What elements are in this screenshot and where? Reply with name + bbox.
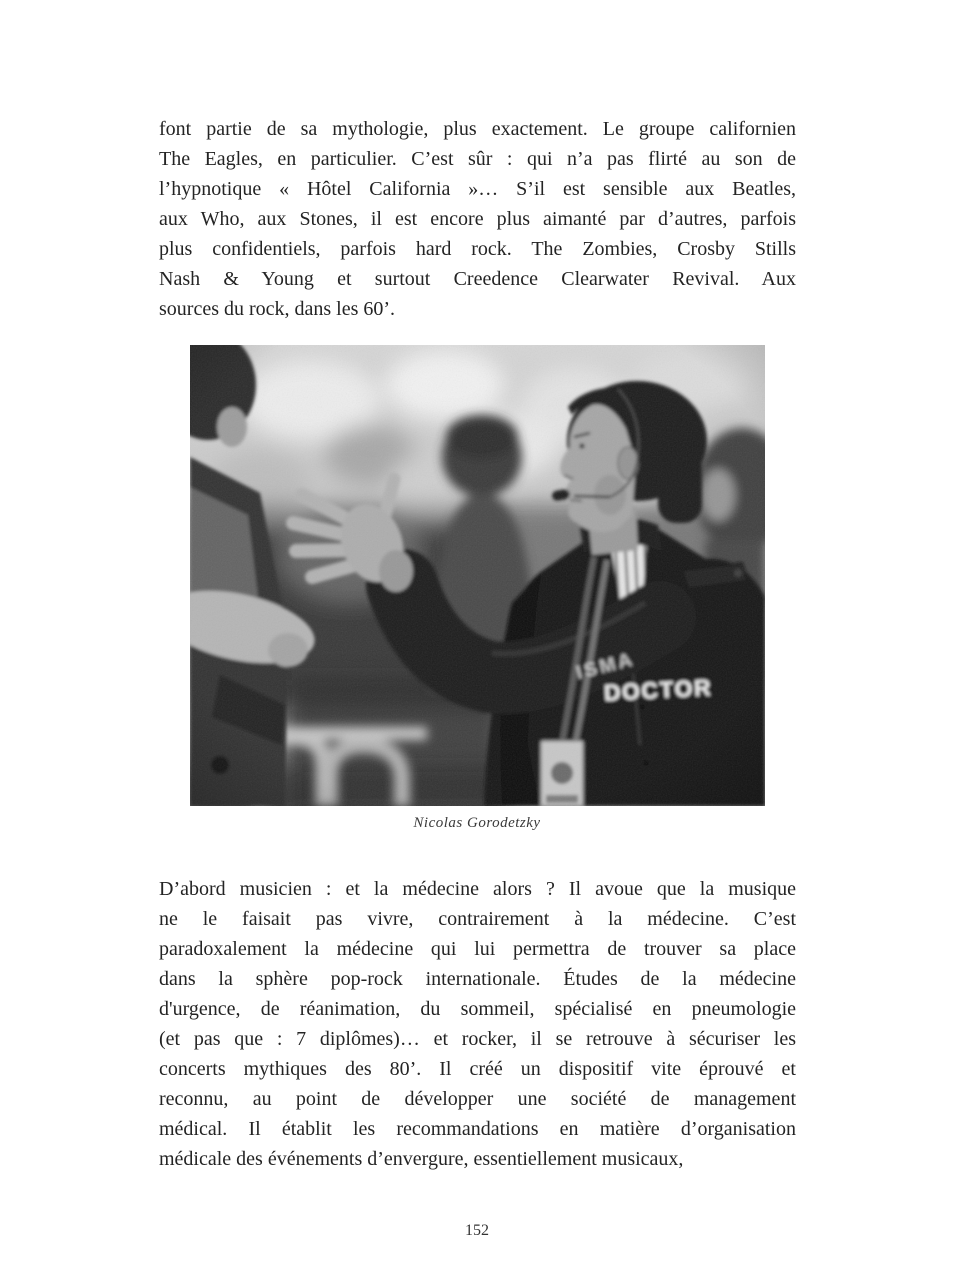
body-text-line: dans la sphère pop-rock internationale. Études de la médecine bbox=[159, 968, 796, 990]
body-text-line: (et pas que : 7 diplômes)… et rocker, il se retrouve à sécuriser les bbox=[159, 1028, 796, 1050]
body-text-line: concerts mythiques des 80’. Il créé un dispositif vite éprouvé et bbox=[159, 1058, 796, 1080]
body-text-line: plus confidentiels, parfois hard rock. The Zombies, Crosby Stills bbox=[159, 238, 796, 260]
photo bbox=[190, 345, 765, 806]
body-paragraph-1 bbox=[159, 114, 796, 324]
body-text-line: font partie de sa mythologie, plus exactement. Le groupe californien bbox=[159, 118, 796, 140]
body-text-line: médicale des événements d’envergure, essentiellement musicaux, bbox=[159, 1148, 684, 1170]
body-text-line: l’hypnotique « Hôtel California »… S’il est sensible aux Beatles, bbox=[159, 178, 796, 200]
body-text-line: ne le faisait pas vivre, contrairement à la médecine. C’est bbox=[159, 908, 796, 930]
body-text-line: paradoxalement la médecine qui lui permettra de trouver sa place bbox=[159, 938, 796, 960]
body-text-line: aux Who, aux Stones, il est encore plus aimanté par d’autres, parfois bbox=[159, 208, 796, 230]
photo-caption: Nicolas Gorodetzky bbox=[413, 815, 541, 831]
body-text-line: sources du rock, dans les 60’. bbox=[159, 298, 396, 320]
vignette bbox=[190, 345, 765, 806]
body-text-line: d'urgence, de réanimation, du sommeil, spécialisé en pneumologie bbox=[159, 998, 796, 1020]
body-text-line: médical. Il établit les recommandations en matière d’organisation bbox=[159, 1118, 796, 1140]
body-text-line: The Eagles, en particulier. C’est sûr : qui n’a pas flirté au son de bbox=[159, 148, 796, 170]
page-number: 152 bbox=[465, 1222, 489, 1239]
body-text-line: reconnu, au point de développer une société de management bbox=[159, 1088, 796, 1110]
body-paragraph-2 bbox=[159, 874, 796, 1174]
body-text-line: Nash & Young et surtout Creedence Clearwater Revival. Aux bbox=[159, 268, 796, 290]
body-text-line: D’abord musicien : et la médecine alors ? Il avoue que la musique bbox=[159, 878, 796, 900]
